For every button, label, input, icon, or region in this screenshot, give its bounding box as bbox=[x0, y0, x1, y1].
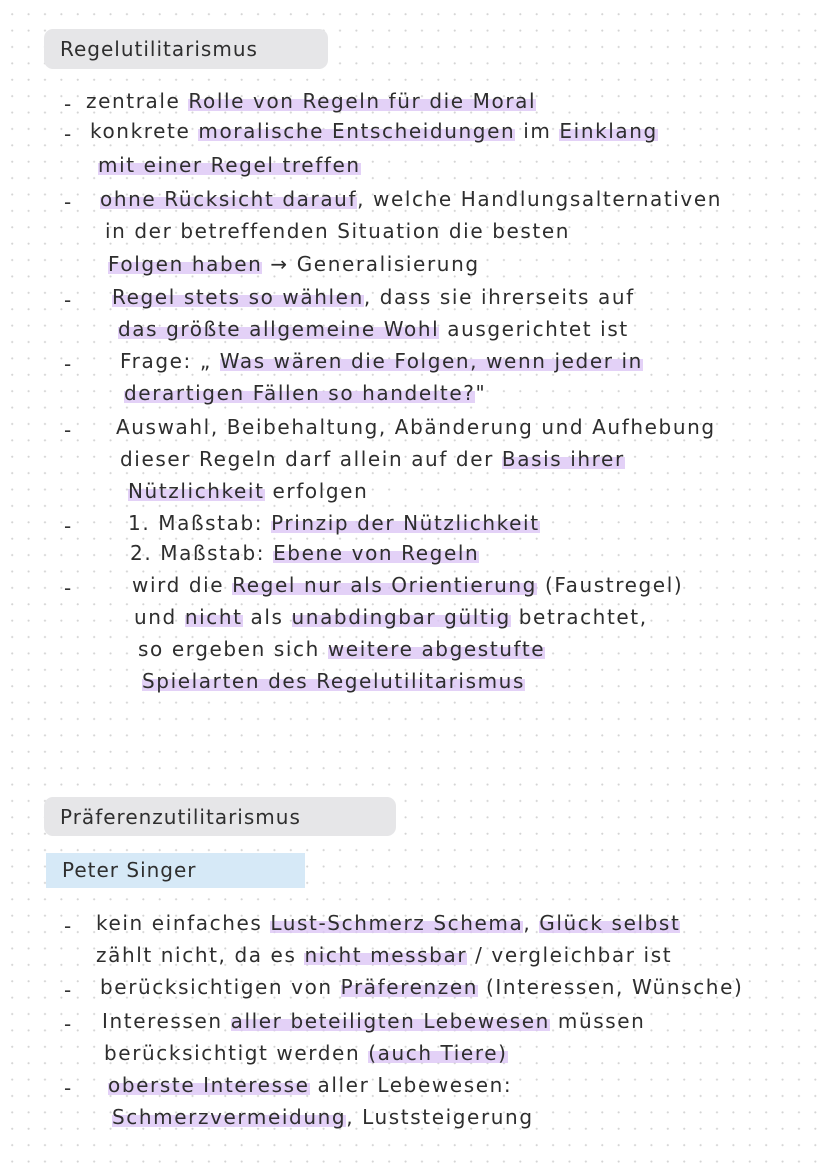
note-text: (Interessen, Wünsche) bbox=[478, 975, 744, 999]
note-line bbox=[120, 348, 643, 374]
note-line bbox=[128, 510, 540, 536]
bullet-dash: - bbox=[64, 576, 72, 600]
note-line bbox=[90, 118, 658, 144]
note-text: , Luststeigerung bbox=[346, 1105, 534, 1129]
highlighted-text: nicht bbox=[184, 605, 243, 629]
highlighted-text: Basis ihrer bbox=[501, 447, 625, 471]
highlighted-text: Nützlichkeit bbox=[128, 479, 265, 503]
highlighted-text: Spielarten des Regelutilitarismus bbox=[142, 669, 525, 693]
note-line bbox=[124, 380, 486, 406]
highlighted-text: Prinzip der Nützlichkeit bbox=[271, 511, 540, 535]
note-line bbox=[104, 1040, 508, 1066]
note-text: wird die bbox=[132, 573, 233, 597]
note-text: 2. Maßstab: bbox=[130, 541, 274, 565]
note-line bbox=[98, 152, 361, 178]
note-text: und bbox=[134, 605, 185, 629]
note-line bbox=[112, 1104, 534, 1130]
highlighted-text: moralische Entscheidungen bbox=[198, 119, 516, 143]
highlighted-text: aller beteiligten Lebewesen bbox=[230, 1009, 550, 1033]
note-text: aller Lebewesen: bbox=[309, 1073, 513, 1097]
note-text: , dass sie ihrerseits auf bbox=[363, 285, 635, 309]
note-line bbox=[96, 910, 680, 936]
highlighted-text: das größte allgemeine Wohl bbox=[118, 317, 440, 341]
highlighted-text: Folgen haben bbox=[108, 252, 263, 276]
note-text: zentrale bbox=[86, 89, 189, 113]
bullet-dash: - bbox=[64, 92, 72, 116]
note-line bbox=[108, 1072, 512, 1098]
note-line bbox=[134, 604, 648, 630]
highlighted-text: ohne Rücksicht darauf bbox=[100, 187, 358, 211]
note-text: in der betreffenden Situation die besten bbox=[105, 219, 571, 243]
note-text: so ergeben sich bbox=[138, 637, 328, 661]
bullet-dash: - bbox=[64, 352, 72, 376]
section-title: Präferenzutilitarismus bbox=[44, 797, 396, 836]
note-text: ausgerichtet ist bbox=[439, 317, 629, 341]
note-line bbox=[130, 540, 479, 566]
note-line bbox=[96, 942, 672, 968]
note-line bbox=[100, 186, 722, 212]
note-line bbox=[116, 414, 716, 440]
note-text: 1. Maßstab: bbox=[128, 511, 272, 535]
note-text: Frage: „ bbox=[120, 349, 220, 373]
bullet-dash: - bbox=[64, 190, 72, 214]
highlighted-text: weitere abgestufte bbox=[327, 637, 546, 661]
highlighted-text: Lust-Schmerz Schema bbox=[270, 911, 524, 935]
highlighted-text: oberste Interesse bbox=[108, 1073, 310, 1097]
highlighted-text: unabdingbar gültig bbox=[291, 605, 511, 629]
note-line bbox=[142, 668, 525, 694]
note-text: konkrete bbox=[90, 119, 199, 143]
highlighted-text: Einklang bbox=[559, 119, 658, 143]
note-text: (Faustregel) bbox=[536, 573, 684, 597]
note-text: im bbox=[515, 119, 560, 143]
highlighted-text: Glück selbst bbox=[539, 911, 681, 935]
bullet-dash: - bbox=[64, 978, 72, 1002]
note-text: Interessen bbox=[102, 1009, 231, 1033]
note-text: dieser Regeln darf allein auf der bbox=[120, 447, 502, 471]
note-text: , bbox=[523, 911, 540, 935]
highlighted-text: mit einer Regel treffen bbox=[98, 153, 361, 177]
note-line bbox=[120, 446, 625, 472]
highlighted-text: Rolle von Regeln für die Moral bbox=[188, 89, 537, 113]
highlighted-text: derartigen Fällen so handelte? bbox=[124, 381, 476, 405]
bullet-dash: - bbox=[64, 418, 72, 442]
bullet-dash: - bbox=[64, 122, 72, 146]
highlighted-text: (auch Tiere) bbox=[368, 1041, 508, 1065]
note-text: / vergleichbar ist bbox=[467, 943, 673, 967]
note-line bbox=[132, 572, 683, 598]
highlighted-text: Ebene von Regeln bbox=[273, 541, 480, 565]
note-text: erfolgen bbox=[264, 479, 369, 503]
section-title: Regelutilitarismus bbox=[44, 29, 328, 69]
section-subtitle: Peter Singer bbox=[46, 853, 305, 888]
highlighted-text: Regel stets so wählen bbox=[112, 285, 364, 309]
note-line bbox=[105, 218, 570, 244]
note-text: müssen bbox=[549, 1009, 646, 1033]
note-line bbox=[138, 636, 545, 662]
note-text: , welche Handlungsalternativen bbox=[357, 187, 723, 211]
highlighted-text: Regel nur als Orientierung bbox=[232, 573, 537, 597]
note-text: " bbox=[475, 381, 487, 405]
note-text: betrachtet, bbox=[510, 605, 648, 629]
bullet-dash: - bbox=[64, 1012, 72, 1036]
note-line bbox=[118, 316, 629, 342]
note-text: kein einfaches bbox=[96, 911, 271, 935]
note-text: berücksichtigt werden bbox=[104, 1041, 369, 1065]
note-text: → Generalisierung bbox=[262, 252, 480, 276]
bullet-dash: - bbox=[64, 914, 72, 938]
note-text: berücksichtigen von bbox=[100, 975, 341, 999]
bullet-dash: - bbox=[64, 514, 72, 538]
bullet-dash: - bbox=[64, 288, 72, 312]
note-text: als bbox=[242, 605, 292, 629]
note-line bbox=[108, 251, 480, 277]
bullet-dash: - bbox=[64, 1076, 72, 1100]
highlighted-text: Schmerzvermeidung bbox=[112, 1105, 347, 1129]
note-line bbox=[86, 88, 536, 114]
note-line bbox=[112, 284, 635, 310]
note-text: Auswahl, Beibehaltung, Abänderung und Aufhebung bbox=[116, 415, 716, 439]
highlighted-text: Präferenzen bbox=[340, 975, 479, 999]
note-line bbox=[100, 974, 743, 1000]
highlighted-text: nicht messbar bbox=[304, 943, 468, 967]
note-text: zählt nicht, da es bbox=[96, 943, 305, 967]
note-line bbox=[102, 1008, 645, 1034]
note-line bbox=[128, 478, 368, 504]
highlighted-text: Was wären die Folgen, wenn jeder in bbox=[219, 349, 643, 373]
